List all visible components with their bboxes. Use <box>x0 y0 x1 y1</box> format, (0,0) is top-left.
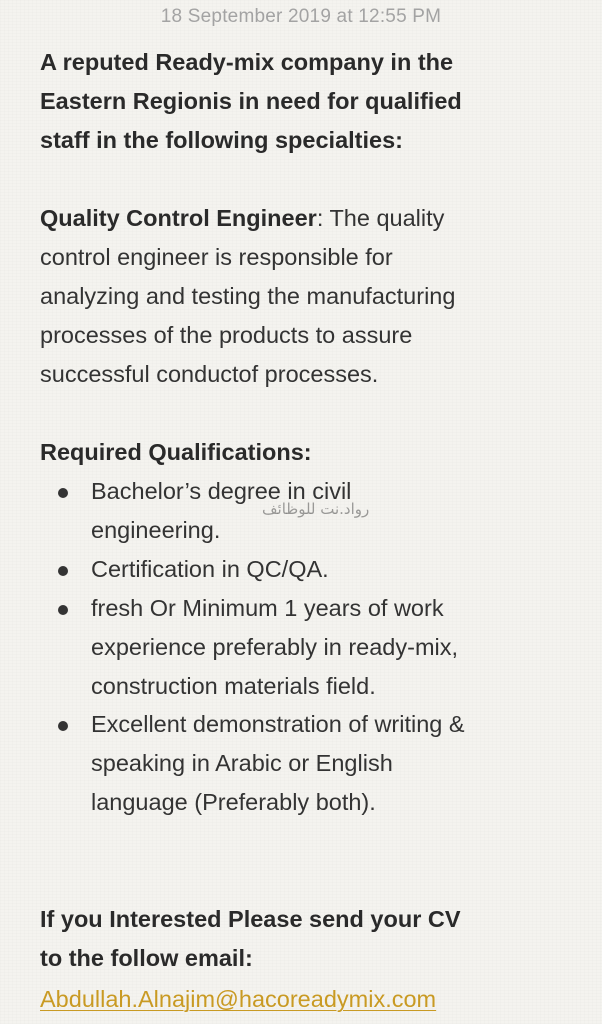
qualification-2-line-1: Certification in QC/QA. <box>91 556 329 582</box>
qualification-1-line-1: Bachelor’s degree in civil <box>91 478 352 504</box>
role-desc-line-2: analyzing and testing the manufacturing <box>40 283 456 309</box>
qualification-4-line-1: Excellent demonstration of writing & <box>91 711 465 737</box>
role-desc-first: : The quality <box>316 205 445 231</box>
qualification-3-line-3: construction materials field. <box>91 673 376 699</box>
bullet-dot <box>58 488 68 498</box>
role-desc-line-3: processes of the products to assure <box>40 322 413 348</box>
intro-line-3: staff in the following specialties: <box>40 127 403 153</box>
email-link[interactable]: Abdullah.Alnajim@hacoreadymix.com <box>40 986 437 1012</box>
qualification-4-line-3: language (Preferably both). <box>91 789 376 815</box>
role-desc-line-4: successful conductof processes. <box>40 361 379 387</box>
qualification-4-line-2: speaking in Arabic or English <box>91 750 393 776</box>
qualification-3-line-2: experience preferably in ready-mix, <box>91 634 459 660</box>
note-timestamp: 18 September 2019 at 12:55 PM <box>160 6 442 27</box>
role-desc-line-1: control engineer is responsible for <box>40 244 393 270</box>
contact-line-1: If you Interested Please send your CV <box>40 906 461 932</box>
role-title: Quality Control Engineer <box>40 205 317 231</box>
intro-line-1: A reputed Ready-mix company in the <box>40 49 454 75</box>
contact-line-2: to the follow email: <box>40 945 253 971</box>
bullet-dot <box>58 566 68 576</box>
bullet-dot <box>58 721 68 731</box>
bullet-dot <box>58 605 68 615</box>
watermark-text: رواد.نت للوظائف <box>262 500 370 518</box>
qualification-1-line-2: engineering. <box>91 517 221 543</box>
qualifications-heading: Required Qualifications: <box>40 439 312 465</box>
intro-line-2: Eastern Regionis in need for qualified <box>40 88 462 114</box>
qualification-3-line-1: fresh Or Minimum 1 years of work <box>91 595 444 621</box>
role-line-1 <box>40 203 444 233</box>
